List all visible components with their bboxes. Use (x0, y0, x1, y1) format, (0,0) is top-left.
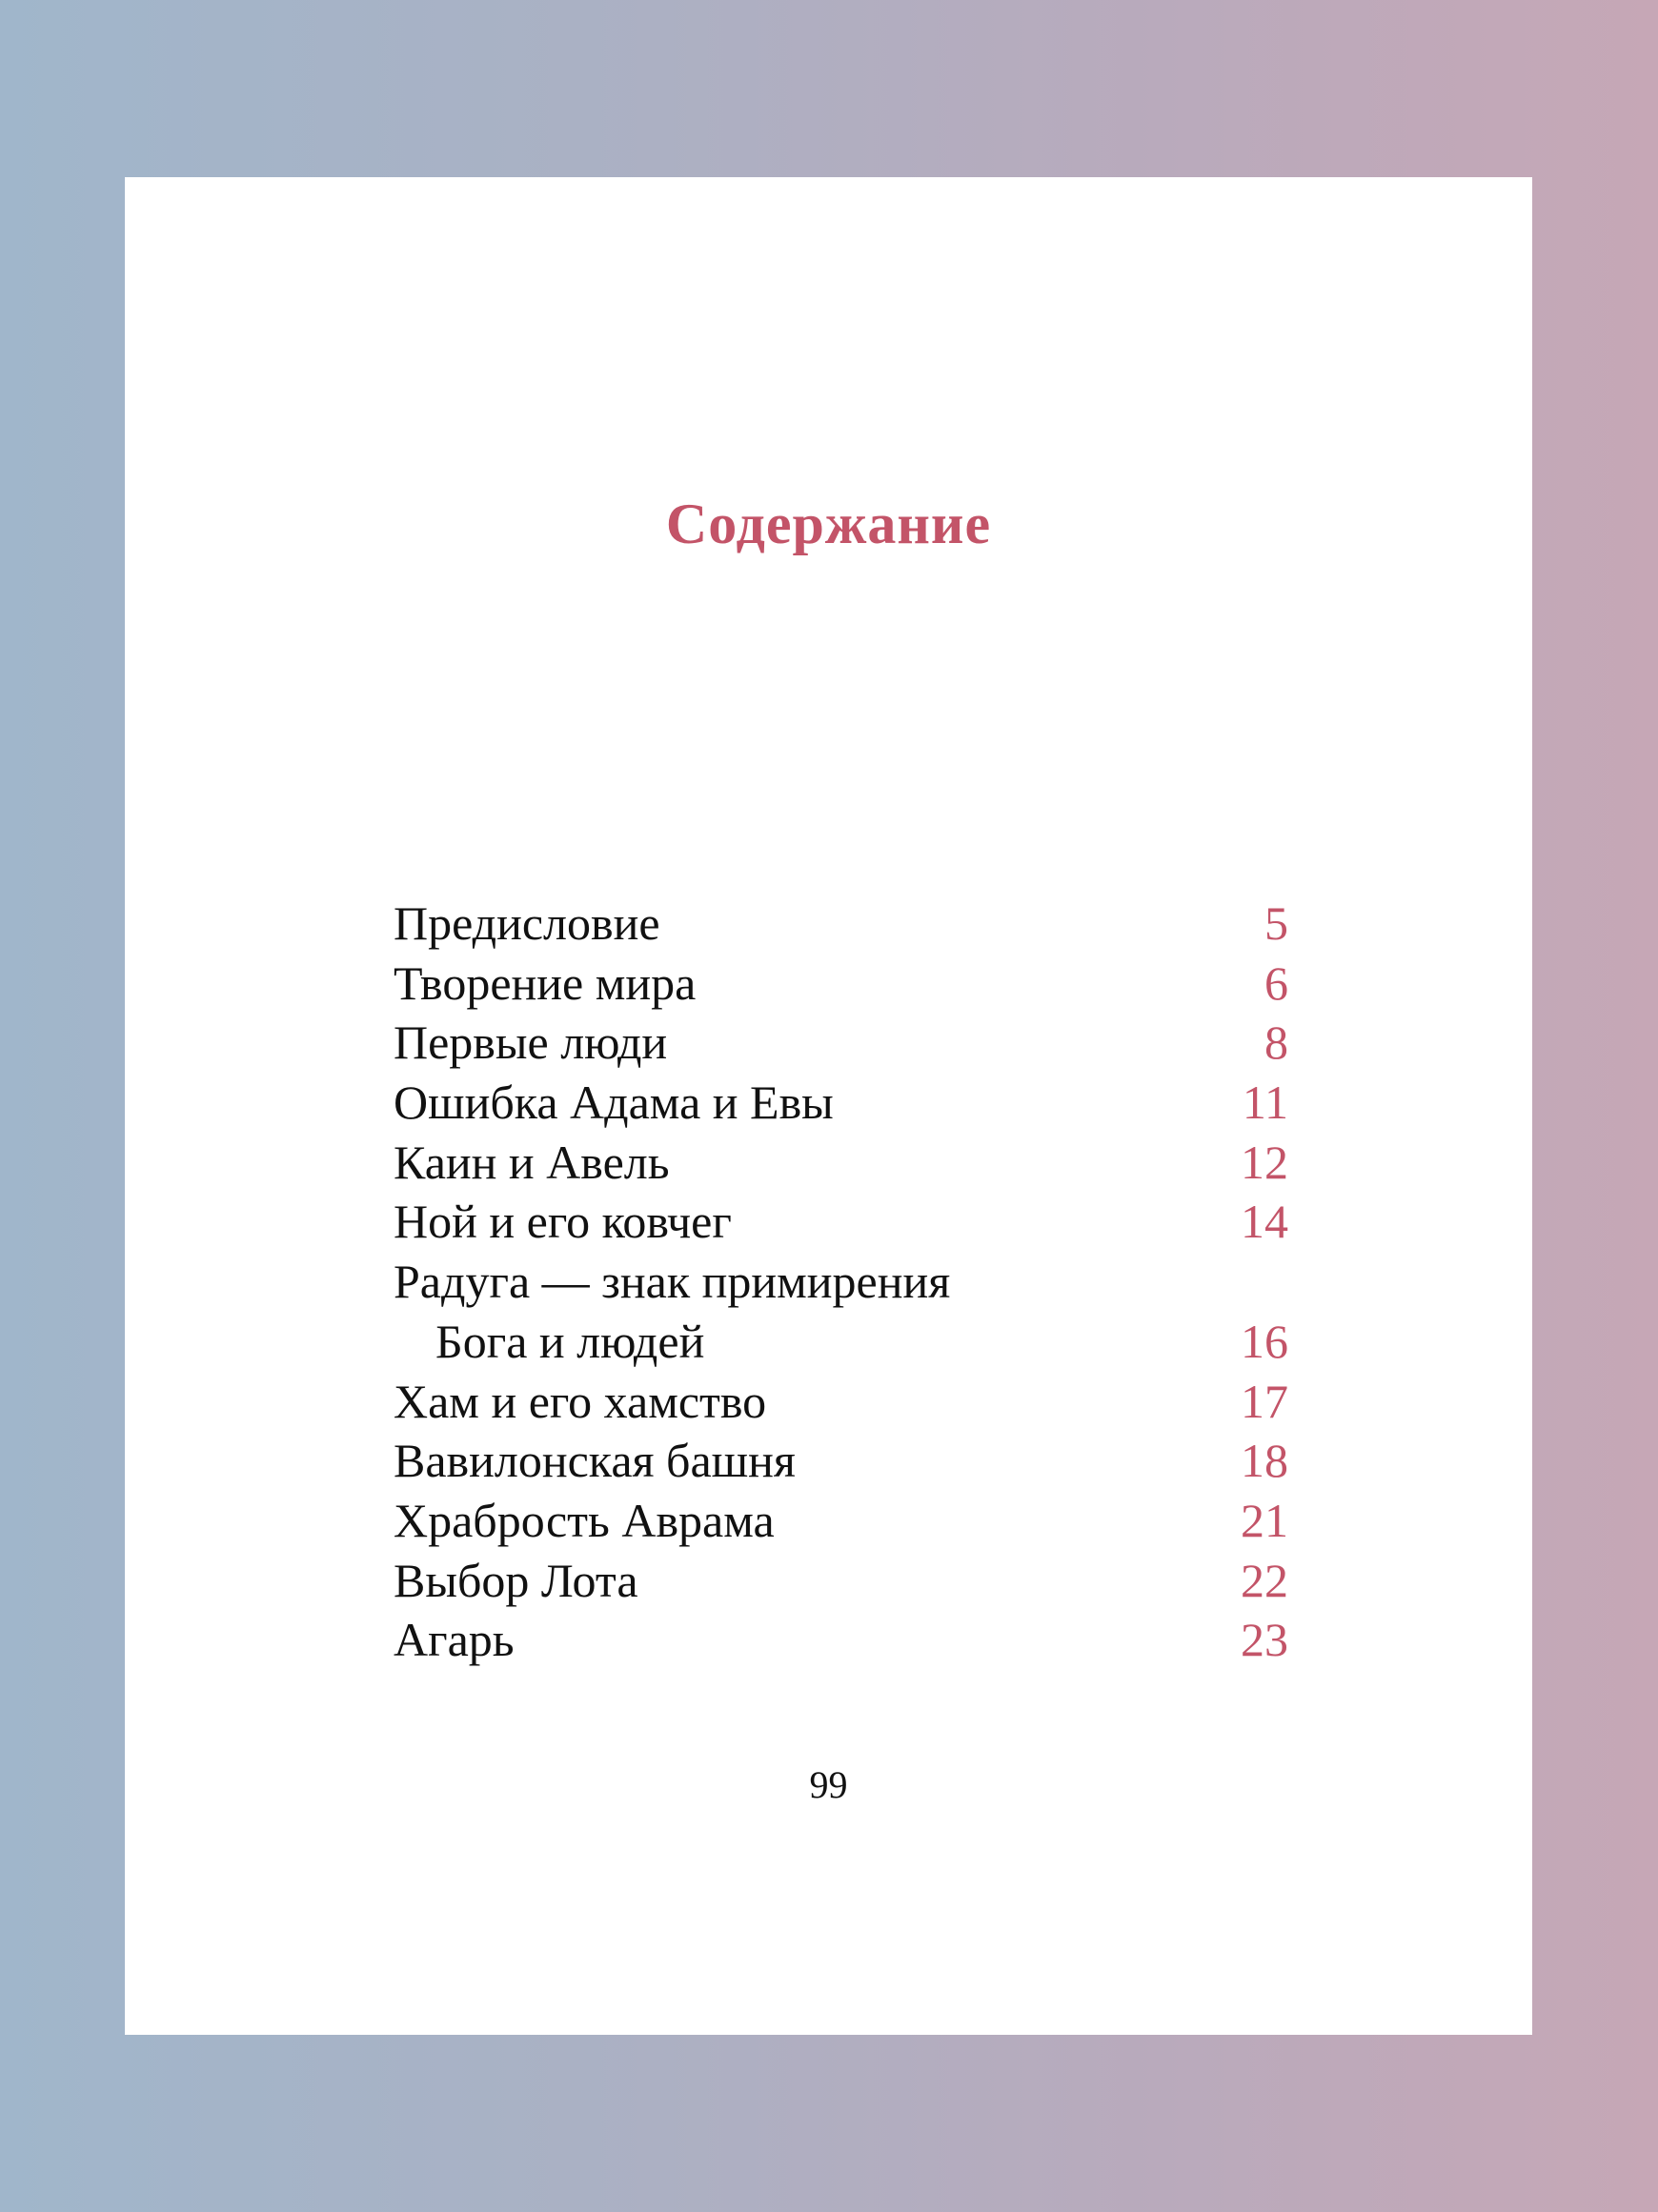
toc-entry-page: 17 (1241, 1374, 1288, 1428)
toc-entry (394, 1551, 1288, 1611)
toc-entry-page: 8 (1264, 1016, 1288, 1070)
toc-entry (394, 1372, 1288, 1432)
toc-entry (394, 954, 1288, 1014)
toc-entry-page: 14 (1241, 1195, 1288, 1249)
toc-entry-page: 5 (1264, 895, 1288, 950)
toc-title: Содержание (665, 493, 992, 555)
toc-entry (394, 1192, 1288, 1252)
toc-entry-title: Вавилонская башня (394, 1434, 796, 1488)
toc-entry (394, 1431, 1288, 1491)
book-page (125, 177, 1532, 2035)
toc-entry-page: 11 (1242, 1076, 1288, 1130)
toc-entry (394, 1073, 1288, 1133)
toc-entry-title: Ной и его ковчег (394, 1195, 732, 1249)
toc-list (394, 894, 1288, 1670)
toc-entry (394, 1013, 1288, 1073)
toc-entry-title: Радуга — знак примирения (394, 1255, 951, 1309)
toc-entry-title: Каин и Авель (394, 1135, 670, 1189)
toc-entry-page: 18 (1241, 1434, 1288, 1488)
toc-entry (394, 1252, 1288, 1371)
toc-entry-title: Хам и его хамство (394, 1374, 767, 1428)
toc-entry-title: Выбор Лота (394, 1553, 638, 1607)
toc-entry-page: 6 (1264, 955, 1288, 1010)
toc-entry (394, 1610, 1288, 1670)
toc-entry-page: 21 (1241, 1493, 1288, 1547)
toc-entry-title: Первые люди (394, 1016, 668, 1070)
toc-entry-title: Творение мира (394, 955, 697, 1010)
toc-entry-title-continuation: Бога и людей (435, 1314, 705, 1368)
toc-entry (394, 894, 1288, 954)
toc-entry (394, 1491, 1288, 1551)
toc-entry-page: 22 (1241, 1553, 1288, 1607)
toc-entry-page: 23 (1241, 1613, 1288, 1667)
page-number: 99 (809, 1763, 848, 1806)
toc-entry-page: 12 (1241, 1135, 1288, 1189)
toc-entry-title: Агарь (394, 1613, 515, 1667)
toc-entry-title: Храбрость Аврама (394, 1493, 775, 1547)
toc-entry-title: Предисловие (394, 896, 660, 950)
toc-entry-page: 16 (1241, 1314, 1288, 1368)
toc-entry (394, 1133, 1288, 1193)
toc-entry-title: Ошибка Адама и Евы (394, 1076, 834, 1130)
